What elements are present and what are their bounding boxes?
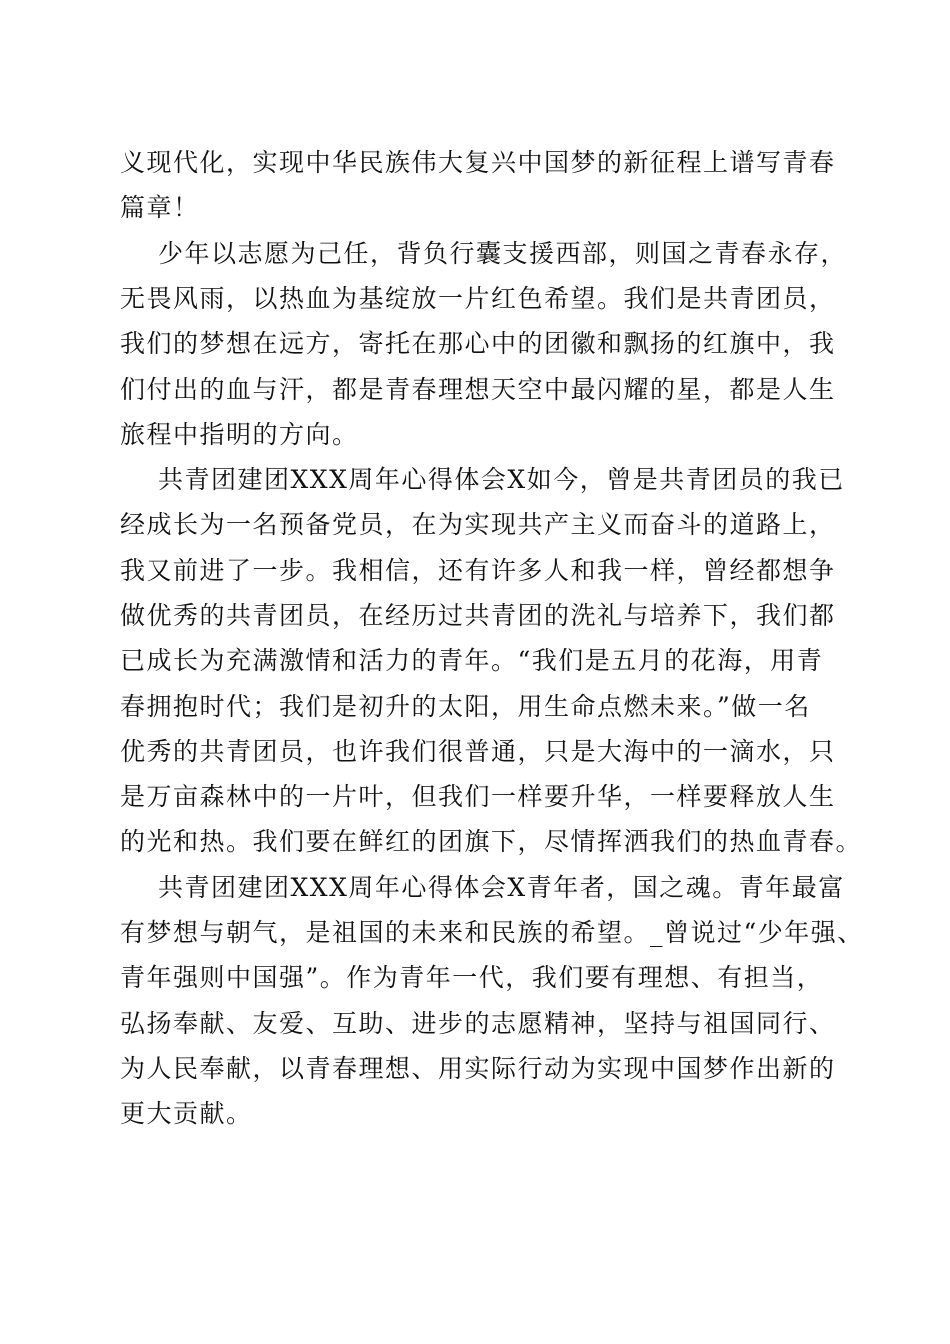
text-line: 是万亩森林中的一片叶，但我们一样要升华，一样要释放人生 <box>120 782 836 811</box>
text-line: 旅程中指明的方向。 <box>120 420 359 449</box>
text-line: 优秀的共青团员，也许我们很普通，只是大海中的一滴水，只 <box>120 737 836 766</box>
text-line: 经成长为一名预备党员，在为实现共产主义而奋斗的道路上， <box>120 510 836 539</box>
paragraph-first-line: 共青团建团XXX周年心得体会X如今，曾是共青团员的我已 <box>158 465 845 494</box>
text-line: 义现代化，实现中华民族伟大复兴中国梦的新征程上谱写青春 <box>120 148 836 177</box>
text-line: 弘扬奉献、友爱、互助、进步的志愿精神，坚持与祖国同行、 <box>120 1009 836 1038</box>
text-line: 我们的梦想在远方，寄托在那心中的团徽和飘扬的红旗中，我 <box>120 329 836 358</box>
text-line: 们付出的血与汗，都是青春理想天空中最闪耀的星，都是人生 <box>120 375 836 404</box>
text-line: 青年强则中国强”。作为青年一代，我们要有理想、有担当， <box>120 963 824 992</box>
paragraph-first-line: 少年以志愿为己任，背负行囊支援西部，则国之青春永存， <box>158 239 848 268</box>
text-line: 无畏风雨，以热血为基绽放一片红色希望。我们是共青团员， <box>120 284 836 313</box>
text-line: 我又前进了一步。我相信，还有许多人和我一样，曾经都想争 <box>120 556 836 585</box>
text-line: 春拥抱时代；我们是初升的太阳，用生命点燃未来。”做一名 <box>120 692 811 721</box>
text-line: 有梦想与朝气，是祖国的未来和民族的希望。_曾说过“少年强、 <box>120 918 864 947</box>
text-line: 篇章！ <box>120 193 200 222</box>
paragraph-first-line: 共青团建团XXX周年心得体会X青年者，国之魂。青年最富 <box>158 873 845 902</box>
text-line: 已成长为充满激情和活力的青年。“我们是五月的花海，用青 <box>120 646 824 675</box>
text-line: 更大贡献。 <box>120 1099 253 1128</box>
text-line: 做优秀的共青团员，在经历过共青团的洗礼与培养下，我们都 <box>120 601 836 630</box>
text-line: 的光和热。我们要在鲜红的团旗下，尽情挥洒我们的热血青春。 <box>120 827 863 856</box>
text-line: 为人民奉献，以青春理想、用实际行动为实现中国梦作出新的 <box>120 1054 836 1083</box>
